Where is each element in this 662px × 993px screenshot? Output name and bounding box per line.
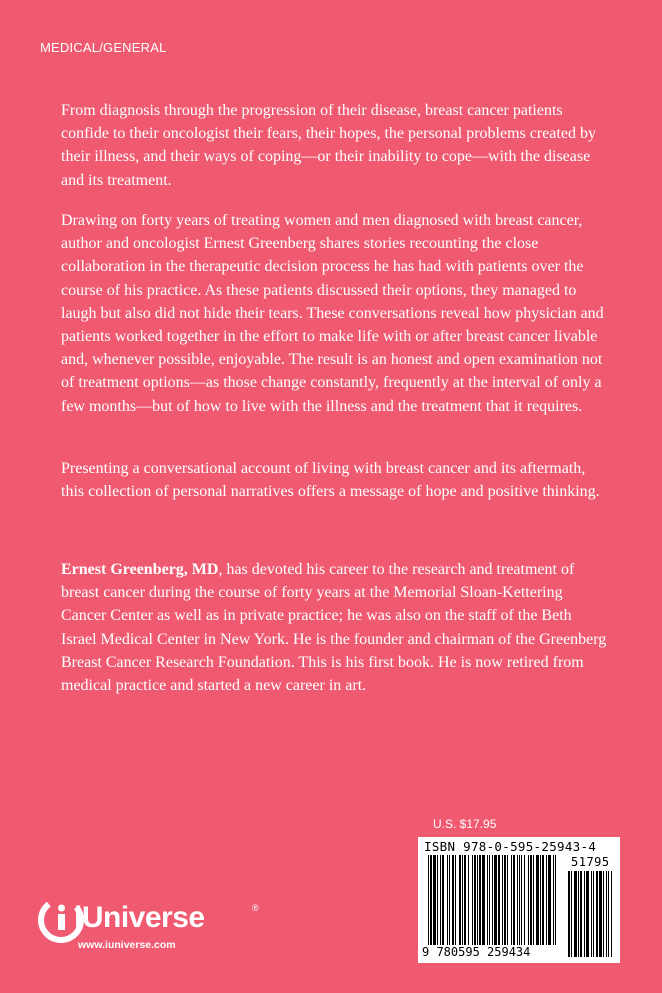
barcode-bar	[521, 855, 522, 945]
barcode-bar	[468, 855, 469, 945]
barcode-bar	[606, 871, 607, 957]
barcode-bar	[580, 871, 582, 957]
description-paragraph-2: Drawing on forty years of treating women and men diagnosed with breast cancer, author and oncologist Ernest Greenberg shares stories recounting the close collaboration in the therapeutic decision process he has had with patients over the course of his practice. As these patients discussed their options, they managed to laugh but also did not hide their tears. These conversations reveal how physician and patients worked together in the effort to make life with or after breast cancer livable and, whenever possible, enjoyable. The result is an honest and open examination not of treatment options—as those change constantly, frequently at the interval of only a few months—but of how to live with the illness and the treatment that it requires.	[61, 212, 604, 415]
barcode-bar	[513, 855, 515, 945]
barcode-bar	[440, 855, 441, 945]
barcode-bar	[519, 855, 520, 945]
isbn-barcode	[418, 837, 620, 963]
barcode-bar	[536, 855, 539, 945]
barcode-bar	[591, 871, 592, 957]
barcode-bar	[507, 855, 508, 945]
barcode-bar	[596, 871, 598, 957]
barcode-bar	[482, 855, 485, 945]
barcode-bar	[542, 855, 544, 945]
barcode-bar	[447, 855, 448, 945]
barcode-bar	[487, 855, 488, 945]
barcode-bar	[477, 855, 478, 945]
barcode-bar	[479, 855, 481, 945]
price-label: U.S. $17.95	[433, 817, 497, 831]
barcode-bar	[528, 855, 529, 945]
publisher-name: iUniverse	[74, 901, 205, 934]
registered-mark: ®	[252, 903, 259, 913]
barcode-bar	[492, 855, 493, 945]
barcode-bar	[498, 855, 500, 945]
barcode-bar	[530, 855, 532, 945]
barcode-bar	[430, 855, 432, 945]
barcode-bar	[568, 871, 570, 957]
barcode-bar	[603, 871, 604, 957]
barcode-bar	[548, 855, 551, 945]
barcode-addon-digits: 51795	[571, 855, 610, 869]
barcode-bar	[459, 855, 461, 945]
barcode-bar	[437, 855, 438, 945]
barcode-bar	[462, 855, 463, 945]
barcode-bar	[599, 871, 602, 957]
isbn-label: ISBN 978-0-595-25943-4	[424, 839, 597, 854]
barcode-bar	[593, 871, 594, 957]
barcode-bar	[504, 855, 506, 945]
barcode-bar	[553, 855, 554, 945]
barcode-bar	[442, 855, 444, 945]
barcode-bar	[517, 855, 518, 945]
barcode-bar	[455, 855, 456, 945]
barcode-bar	[546, 855, 547, 945]
barcode-bar	[533, 855, 534, 945]
barcode-bar	[511, 855, 512, 945]
author-bio-text: , has devoted his career to the research and treatment of breast cancer during the course of forty years at the Memorial Sloan-Kettering Cancer Center as well as in private practice; he was also on the staff of the Beth Israel Medical Center in New York. He is the founder and chairman of the Greenberg Breast Cancer Research Foundation. This is his first book. He is now retired from medical practice and started a new career in art.	[61, 561, 607, 695]
publisher-logo	[38, 895, 278, 955]
barcode-bar	[452, 855, 454, 945]
description-paragraph-1: From diagnosis through the progression of their disease, breast cancer patients confide to their oncologist their fears, their hopes, the personal problems created by their illness, and their ways of coping—or their inability to cope—with the disease and its treatment.	[61, 102, 596, 189]
barcode-bar	[433, 855, 436, 945]
barcode-bar	[428, 855, 429, 945]
barcode-bar	[571, 871, 572, 957]
barcode-bar	[472, 855, 473, 945]
barcode-bar	[474, 855, 476, 945]
publisher-url: www.iuniverse.com	[78, 939, 176, 951]
barcode-bar	[494, 855, 497, 945]
barcode-bar	[586, 871, 589, 957]
barcode-bar	[540, 855, 541, 945]
barcode-bar	[449, 855, 450, 945]
barcode-bar	[578, 871, 579, 957]
barcode-bar	[584, 871, 585, 957]
barcode-bar	[464, 855, 466, 945]
barcode-digits: 9 780595 259434	[422, 945, 531, 959]
barcode-bar	[574, 871, 577, 957]
category-label: MEDICAL/GENERAL	[40, 40, 167, 55]
barcode-bar	[524, 855, 525, 945]
barcode-bar	[489, 855, 490, 945]
author-name: Ernest Greenberg, MD	[61, 561, 219, 578]
barcode-bar	[608, 871, 609, 957]
barcode-bar	[555, 855, 556, 945]
description-paragraph-3: Presenting a conversational account of living with breast cancer and its aftermath, this collection of personal narratives offers a message of hope and positive thinking.	[61, 460, 600, 501]
barcode-bar	[502, 855, 503, 945]
author-bio	[61, 558, 611, 697]
barcode-bar	[611, 871, 612, 957]
